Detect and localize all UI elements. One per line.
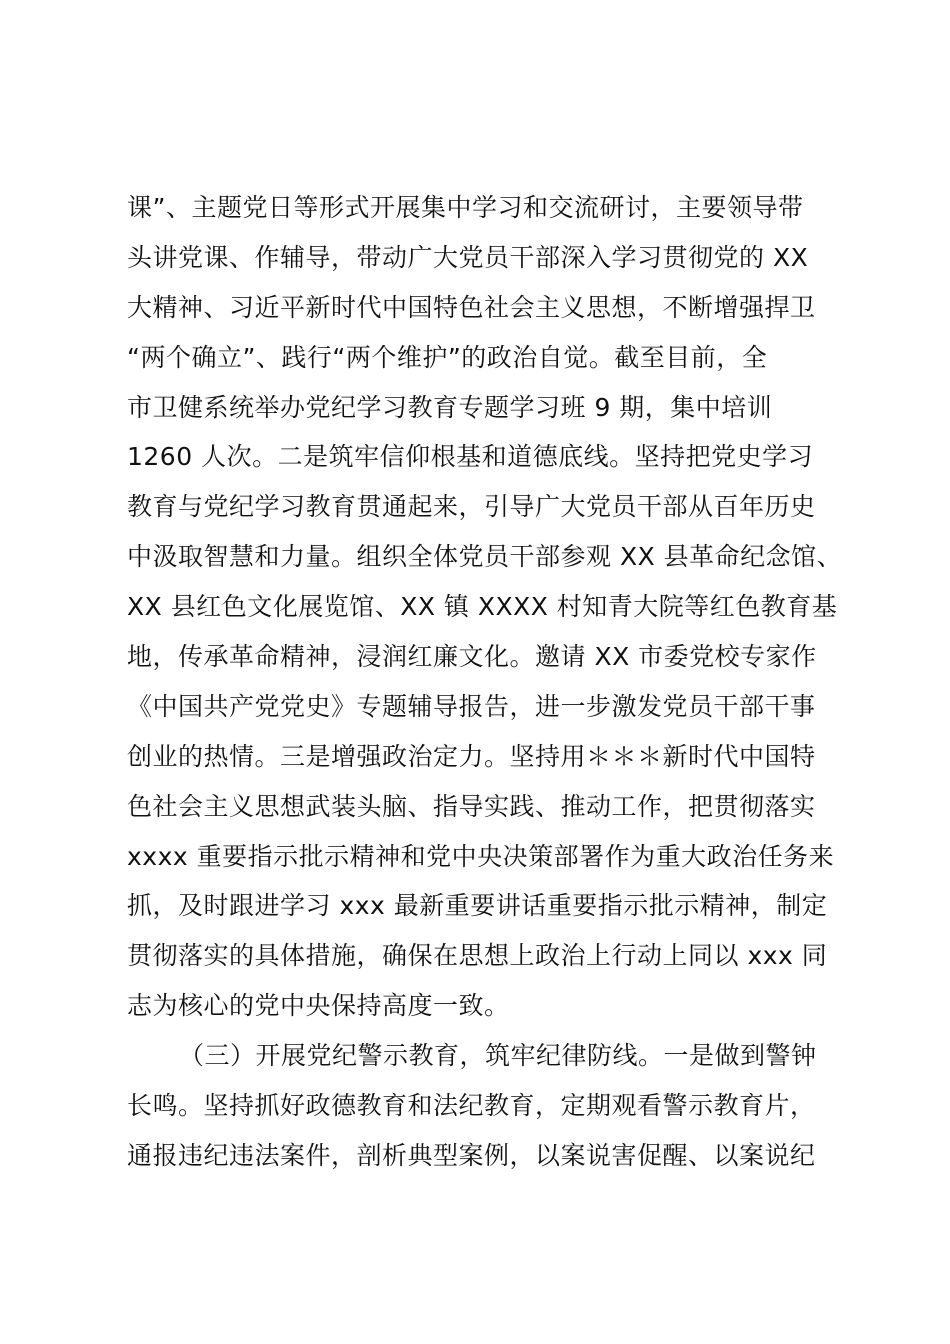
body-text (127, 183, 847, 1181)
text-line: 志为核心的党中央保持高度一致。 (127, 991, 510, 1021)
text-line: 抓，及时跟进学习 xxx 最新重要讲话重要指示批示精神，制定 (127, 891, 828, 921)
paragraph-1 (127, 183, 847, 1031)
text-line: 大精神、习近平新时代中国特色社会主义思想，不断增强捍卫 (127, 292, 816, 322)
text-line: 1260 人次。二是筑牢信仰根基和道德底线。坚持把党史学习 (127, 442, 814, 472)
text-line: 课”、主题党日等形式开展集中学习和交流研讨，主要领导带 (127, 193, 804, 222)
text-line: 教育与党纪学习教育贯通起来，引导广大党员干部从百年历史 (127, 492, 816, 522)
text-line: 长鸣。坚持抓好政德教育和法纪教育，定期观看警示教育片， (127, 1091, 816, 1121)
text-line: 《中国共产党党史》专题辅导报告，进一步激发党员干部干事 (127, 691, 816, 721)
text-line: 通报违纪违法案件，剖析典型案例，以案说害促醒、以案说纪 (127, 1140, 816, 1170)
text-line: 市卫健系统举办党纪学习教育专题学习班 9 期，集中培训 (127, 392, 773, 422)
text-line: xxxx 重要指示批示精神和党中央决策部署作为重大政治任务来 (127, 841, 835, 871)
paragraph-2 (127, 1031, 847, 1181)
text-line: 地，传承革命精神，浸润红廉文化。邀请 XX 市委党校专家作 (127, 642, 817, 672)
text-line: 色社会主义思想武装头脑、指导实践、推动工作，把贯彻落实 (127, 791, 816, 821)
text-line: “两个确立”、践行“两个维护”的政治自觉。截至目前，全 (127, 342, 768, 372)
text-line: XX 县红色文化展览馆、XX 镇 XXXX 村知青大院等红色教育基 (127, 592, 838, 622)
text-line: 创业的热情。三是增强政治定力。坚持用＊＊＊新时代中国特 (127, 741, 816, 771)
text-line: （三）开展党纪警示教育，筑牢纪律防线。一是做到警钟 (179, 1041, 817, 1071)
text-line: 贯彻落实的具体措施，确保在思想上政治上行动上同以 xxx 同 (127, 941, 828, 971)
text-line: 中汲取智慧和力量。组织全体党员干部参观 XX 县革命纪念馆、 (127, 542, 843, 572)
text-line: 头讲党课、作辅导，带动广大党员干部深入学习贯彻党的 XX (127, 242, 809, 272)
